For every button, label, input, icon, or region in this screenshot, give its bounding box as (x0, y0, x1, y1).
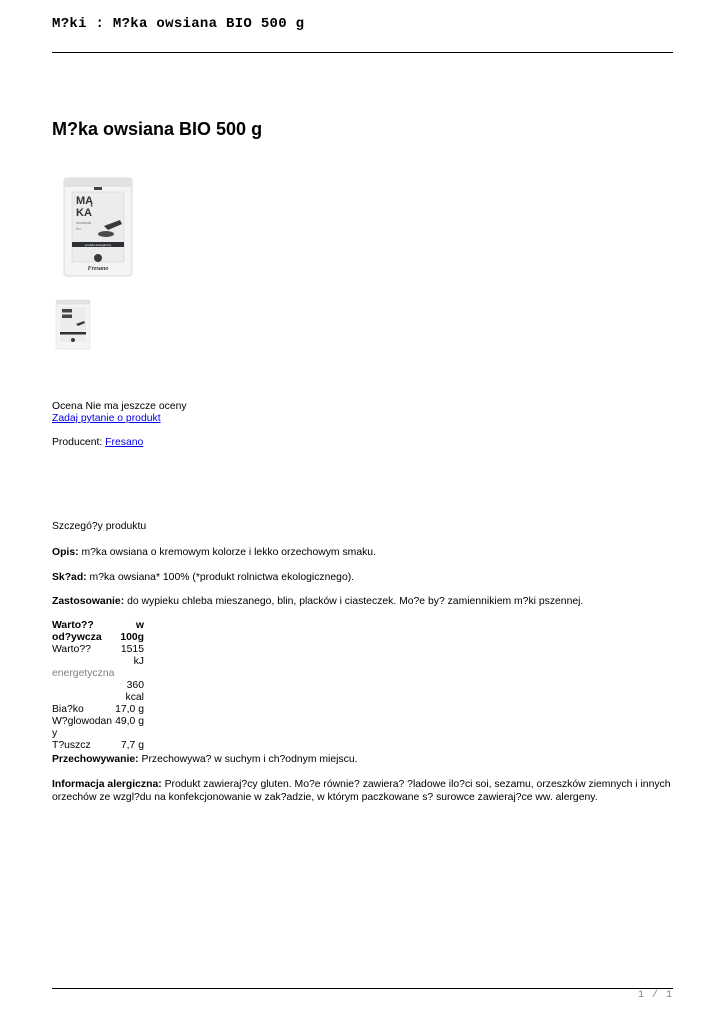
ingredients-text: m?ka owsiana* 100% (*produkt rolnictwa ekologicznego). (89, 572, 355, 583)
producer-link[interactable]: Fresano (105, 437, 144, 448)
nutrition-table (52, 620, 144, 752)
fat-value: 7,7 g (120, 740, 144, 751)
usage-paragraph (52, 595, 652, 608)
package-text-1: MĄ (76, 195, 94, 207)
protein-value: 17,0 g (115, 704, 144, 715)
page-number: 1 / 1 (637, 990, 673, 1001)
table-row (52, 740, 144, 752)
storage-text: Przechowywa? w suchym i ch?odnym miejscu. (141, 754, 358, 765)
header-divider (52, 52, 673, 53)
energy-label: Warto?? (52, 644, 91, 655)
table-row (52, 680, 144, 692)
footer-divider (52, 988, 673, 989)
description-text: m?ka owsiana o kremowym kolorze i lekko orzechowym smaku. (81, 547, 376, 558)
details-heading: Szczegó?y produktu (52, 521, 147, 532)
package-sub-text: owsiana (76, 220, 92, 225)
ingredients-label: Sk?ad: (52, 572, 87, 583)
allergy-label: Informacja alergiczna: (52, 779, 162, 790)
storage-label: Przechowywanie: (52, 754, 139, 765)
nutrition-header-name: Warto?? (52, 620, 94, 631)
table-row (52, 644, 144, 656)
rating-label: Ocena (52, 401, 83, 412)
table-row (52, 692, 144, 704)
package-brand: Fresano (87, 266, 109, 272)
description-label: Opis: (52, 547, 79, 558)
package-band-text: produkt ekologiczny (84, 243, 112, 247)
table-row (52, 704, 144, 716)
table-row: od?ywcza 100g (52, 632, 144, 643)
allergy-paragraph (52, 778, 672, 804)
table-row (52, 728, 144, 740)
fat-label: T?uszcz (52, 740, 91, 751)
product-thumbnail[interactable] (55, 298, 91, 350)
package-text-2: KA (76, 207, 92, 219)
table-row (52, 620, 144, 632)
energy-kj-unit: kJ (133, 656, 144, 667)
table-row (52, 716, 144, 728)
ingredients-paragraph (52, 571, 652, 584)
producer-label: Producent: (52, 437, 103, 448)
table-row (52, 656, 144, 668)
table-row (52, 668, 144, 680)
usage-label: Zastosowanie: (52, 596, 125, 607)
product-image[interactable] (62, 174, 134, 278)
storage-paragraph (52, 753, 652, 766)
rating-value: Nie ma jeszcze oceny (85, 401, 187, 412)
usage-text: do wypieku chleba mieszanego, blin, placków i ciasteczek. Mo?e by? zamiennikiem m?ki pszennej. (127, 596, 584, 607)
protein-label: Bia?ko (52, 704, 84, 715)
rating-line (52, 401, 187, 413)
package-bio-text: bio (76, 226, 82, 231)
carbs-value: 49,0 g (115, 716, 144, 727)
description-paragraph (52, 546, 652, 559)
ask-question-line (52, 413, 161, 425)
allergy-text-line-1: Produkt zawieraj?cy gluten. Mo?e równie? zawiera? ?ladowe ilo?ci soi, sezamu, orzeszków ziemnych i innych (164, 779, 671, 790)
producer-line (52, 437, 143, 449)
product-title: M?ka owsiana BIO 500 g (52, 119, 263, 139)
carbs-label: W?glowodan (52, 716, 113, 727)
nutrition-header-value: w (135, 620, 144, 631)
energy-kcal-value: 360 (126, 680, 144, 691)
energy-kcal-unit: kcal (125, 692, 144, 703)
allergy-text-line-2: orzechów ze wzgl?du na konfekcjonowanie w zak?adzie, w którym paczkowane s? surowce zawieraj?ce ww. alergeny. (52, 792, 598, 803)
carbs-label-cont: y (52, 728, 58, 739)
energy-kj-value: 1515 (120, 644, 144, 655)
document-header-title: M?ki : M?ka owsiana BIO 500 g (52, 16, 305, 32)
ask-question-link[interactable]: Zadaj pytanie o produkt (52, 413, 161, 424)
energy-label-cont: energetyczna (52, 668, 115, 679)
